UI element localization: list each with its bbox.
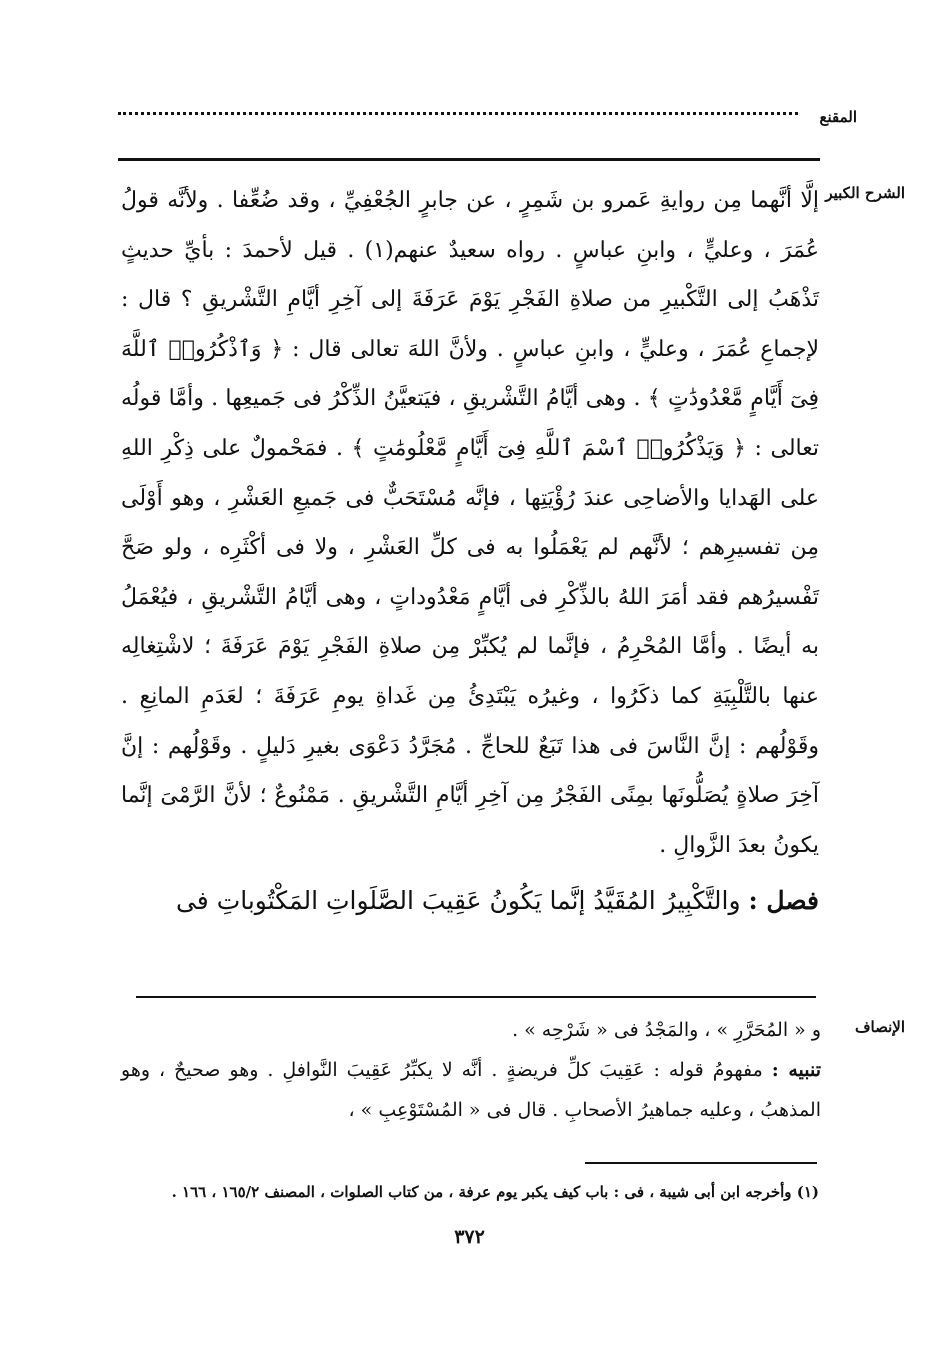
- header-rule: [118, 158, 820, 161]
- fasl-label: فصل :: [748, 886, 819, 916]
- section-divider: [136, 996, 816, 998]
- page-number: ٣٧٢: [454, 1226, 485, 1248]
- side-label-sharh: الشرح الكبير: [825, 184, 905, 202]
- footnote: (١) وأخرجه ابن أبى شيبة ، فى : باب كيف يكبر يوم عرفة ، من كتاب الصلوات ، المصنف ١٦٥/٢ ، ١٦٦ .: [171, 1183, 819, 1201]
- side-label-insaf: الإنصاف: [854, 1018, 905, 1036]
- fasl-paragraph: [121, 876, 819, 926]
- insaf-tanbih-paragraph: [121, 1050, 821, 1130]
- main-paragraph: إلَّا أنَّهما مِن روايةِ عَمرو بن شَمِرٍ ، عن جابرٍ الجُعْفِيِّ ، وقد ضُعِّفا . ولأنَّه قولُ عُمَرَ ، وعليٍّ ، وابنِ عباسٍ . رواه سعيدٌ عنهم(١) . قيل لأحمدَ : بأيِّ حديثٍ تَذْهَبُ إلى التَّكْبيرِ من صلاةِ الفَجْرِ يَوْمَ عَرَفَةَ إلى آخِرِ أيَّامِ التَّشْريقِ ؟ قال : لإجماعِ عُمَرَ ، وعليٍّ ، وابنِ عباسٍ . ولأنَّ اللهَ تعالى قال : ﴿ وَٱذْكُرُوا۟ ٱللَّهَ فِىٓ أَيَّامٍ مَّعْدُودَٰتٍ ﴾ . وهى أيَّامُ التَّشْريقِ ، فيَتعيَّنُ الذِّكْرُ فى جَميعِها . وأمَّا قولُه تعالى : ﴿ وَيَذْكُرُوا۟ ٱسْمَ ٱللَّهِ فِىٓ أَيَّامٍ مَّعْلُومَٰتٍ ﴾ . فمَحْمولٌ على ذِكْرِ اللهِ على الهَدايا والأضاحِى عندَ رُؤْيَتِها ، فإنَّه مُسْتَحَبٌّ فى جَميعِ العَشْرِ ، وهو أَوْلَى مِن تفسيرِهم ؛ لأنَّهم لم يَعْمَلُوا به فى كلِّ العَشْرِ ، ولا فى أكْثَرِه ، ولو صَحَّ تَفْسيرُهم فقد أمَرَ اللهُ بالذِّكْرِ فى أيَّامٍ مَعْدُوداتٍ ، وهى أيَّامُ التَّشْريقِ ، فيُعْمَلُ به أيضًا . وأمَّا المُحْرِمُ ، فإنَّما لم يُكبِّرْ مِن صلاةِ الفَجْرِ يَوْمَ عَرَفَةَ ؛ لاشْتِغالِه عنها بالتَّلْبِيَةِ كما ذكَرُوا ، وغيرُه يَبْتَدِئُ مِن غَداةِ يومِ عَرَفَةَ ؛ لعَدَمِ المانِعِ . وقَوْلُهم : إنَّ النَّاسَ فى هذا تَبَعٌ للحاجِّ . مُجَرَّدُ دَعْوَى بغيرِ دَليلٍ . وقَوْلُهم : إنَّ آخِرَ صلاةٍ يُصَلُّونَها بمِنًى الفَجْرُ مِن آخِرِ أيَّامِ التَّشْريقِ . مَمْنُوعٌ ؛ لأنَّ الرَّمْىَ إنَّما يكونُ بعدَ الزَّوالِ .: [121, 188, 819, 858]
- header-dotted-leader: [118, 112, 798, 115]
- running-header-title: المقنع: [819, 108, 857, 126]
- tanbih-text: مفهومُ قوله : عَقِيبَ كلِّ فريضةٍ . أنَّه لا يكبِّرُ عَقِيبَ النَّوافلِ . وهو صحيحٌ ، وهو المذهبُ ، وعليه جماهيرُ الأصحابِ . قال فى « المُسْتَوْعِبِ » ،: [121, 1059, 821, 1121]
- tanbih-label: تنبيه :: [771, 1059, 821, 1081]
- fasl-text: والتَّكْبِيرُ المُقَيَّدُ إنَّما يَكُونُ عَقِيبَ الصَّلَواتِ المَكْتُوباتِ فى: [175, 886, 741, 916]
- main-text-block: [121, 176, 819, 926]
- insaf-line-1: و « المُحَرَّرِ » ، والمَجْدُ فى « شَرْحِه » .: [512, 1019, 821, 1041]
- insaf-text-block: [121, 1010, 821, 1130]
- footnote-rule: [585, 1162, 817, 1164]
